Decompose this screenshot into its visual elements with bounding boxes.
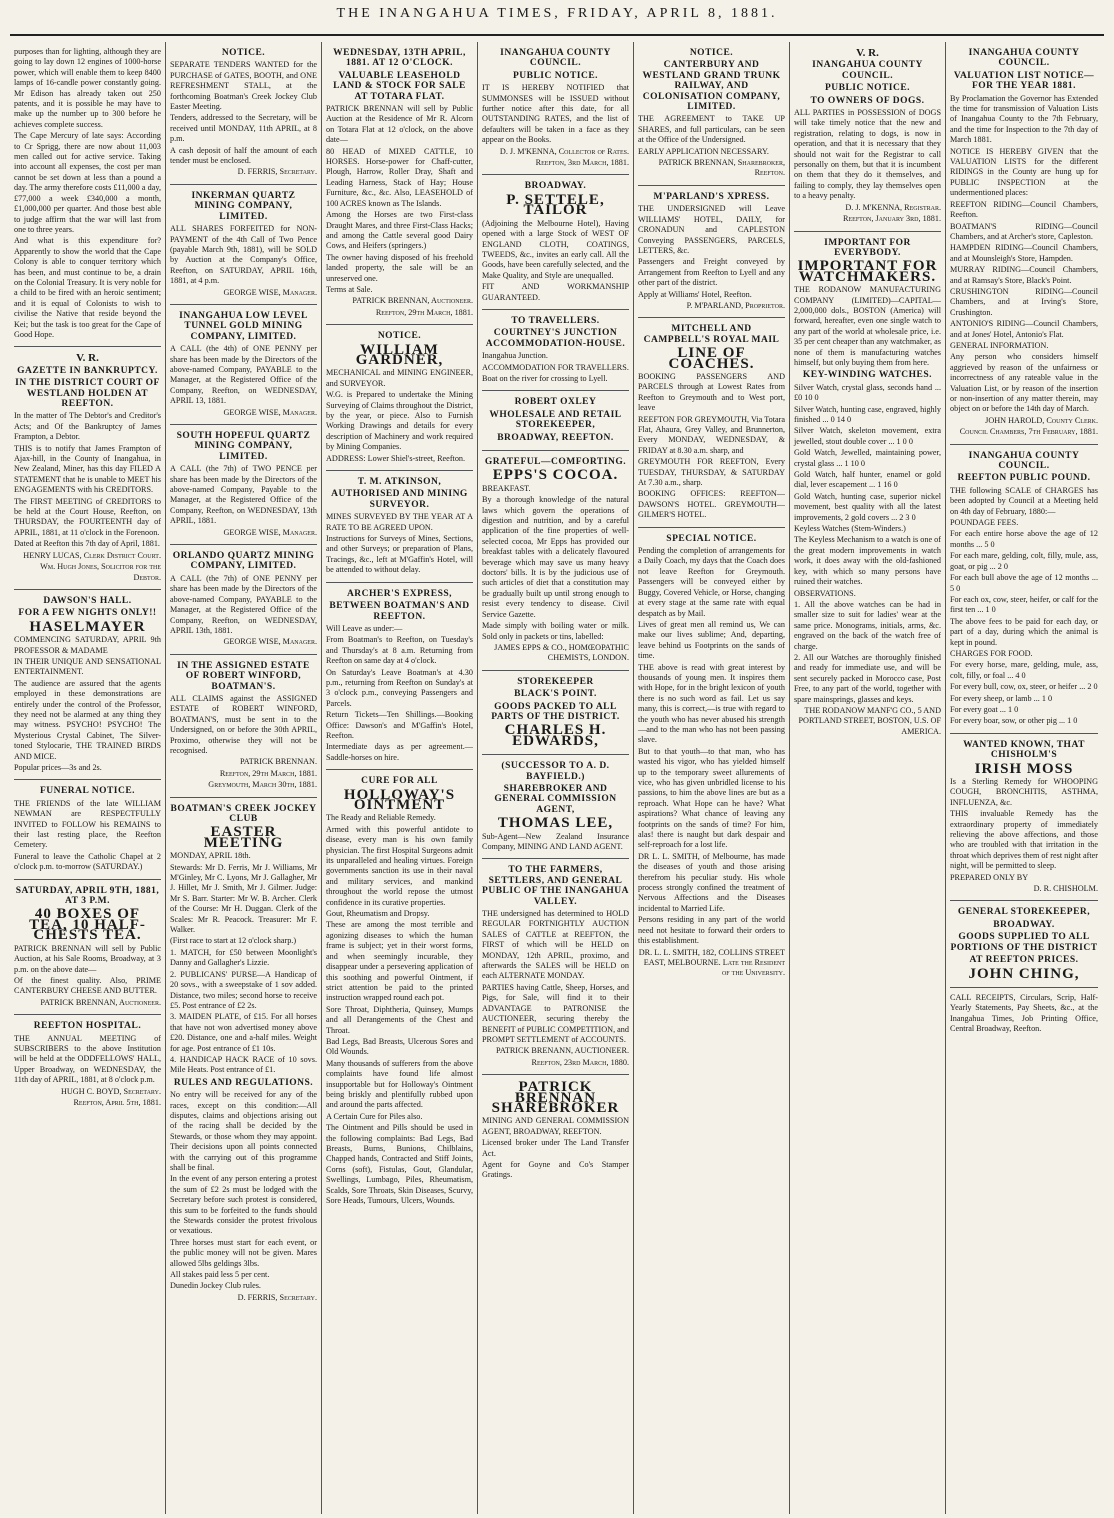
ad-paragraph: The Cape Mercury of late says: According to Cr Sprigg, there are now about 11,003 men called out for active service. Taking into account all expenses, the cost per man cannot be set down at less than a pound a day. The army therefore costs £11,000 a day, £77,000 a week £340,000 a month, £1,000,000 per quarter. And those best able to judge affirm that the war will last from one to three years.	[14, 131, 161, 234]
ad-paragraph: PREPARED ONLY BY	[950, 872, 1029, 882]
ad-headline: CHARLES H. EDWARDS,	[504, 722, 607, 749]
ad-signature: Greymouth, March 30th, 1881.	[208, 780, 317, 790]
ad-headline: P. SETTELE, TAILOR	[506, 191, 605, 219]
ad-heading: ARCHER'S EXPRESS,	[346, 588, 453, 599]
ad-heading: VALUATION LIST NOTICE—FOR THE YEAR 1881.	[953, 70, 1095, 92]
ad-heading: ROBERT OXLEY	[514, 397, 597, 408]
advertisement	[170, 42, 317, 185]
ad-paragraph: ADDRESS: Lower Shiel's-street, Reefton.	[326, 453, 466, 463]
ad-headline: EPPS'S COCOA.	[492, 467, 619, 484]
ad-paragraph: From Boatman's to Reefton, on Tuesday's and Thursday's at 8 a.m. Returning from Reefton on same day at 4 o'clock.	[326, 635, 473, 666]
ad-heading: BLACK'S POINT.	[514, 689, 597, 700]
ad-paragraph: Will Leave as under:—	[326, 623, 403, 633]
ad-signature: Reefton, 23rd March, 1880.	[531, 1057, 629, 1067]
ad-signature: D. R. CHISHOLM.	[1033, 884, 1098, 894]
ad-paragraph: SEPARATE TENDERS WANTED for the PURCHASE of GATES, BOOTH, and ONE REFRESHMENT STALL, at the forthcoming Boatman's Creek Jockey Club Easter Meeting.	[170, 60, 317, 112]
advertisement	[482, 1075, 629, 1187]
ad-headline: HASELMAYER	[29, 618, 146, 635]
ad-headline: 40 BOXES OF TEA, 10 HALF-CHESTS TEA.	[29, 906, 146, 944]
ad-paragraph: 1. MATCH, for £50 between Moonlight's Danny and Gallagher's Lizzie.	[170, 947, 317, 968]
ad-paragraph: BOOKING OFFICES: REEFTON—DAWSON'S HOTEL. GREYMOUTH—GILMER'S HOTEL.	[638, 489, 785, 520]
ad-paragraph: For every horse, mare, gelding, mule, ass, colt, filly, or foal ... 4 0	[950, 660, 1098, 680]
ad-paragraph: EARLY APPLICATION NECESSARY.	[638, 146, 769, 156]
ad-paragraph: The Ready and Reliable Remedy.	[326, 813, 436, 823]
column-5	[634, 42, 790, 1514]
advertisement	[482, 391, 629, 451]
advertisement	[638, 186, 785, 318]
ad-heading: WEDNESDAY, 13TH APRIL, 1881. AT 12 O'CLOCK.	[333, 48, 466, 69]
ad-paragraph: Gold Watch, half hunter, enamel or gold dial, lever escapement ... 1 16 0	[794, 470, 941, 490]
ad-paragraph: OBSERVATIONS.	[794, 588, 856, 598]
ad-paragraph: COMMENCING SATURDAY, APRIL 9th PROFESSOR & MADAME	[14, 635, 161, 655]
ad-paragraph: A CALL (the 7th) of TWO PENCE per share has been made by the Directors of the above-named Company, Payable to the Manager, at the Registered Office of the Company, Reefton, on WEDNESDAY, 13th APRIL, 1881.	[170, 464, 317, 526]
ad-paragraph: MONDAY, APRIL 18th.	[170, 851, 251, 861]
ad-paragraph: But to that youth—to that man, who has wasted his vigor, who has yielded himself up to the temporary sweet allurements of vice, who has given unbridled license to his passions, to him the above lines are but as a reproach. What Hope can he have? What aspirations? What chance of leaving any footprints on the sands of time? For him, alas! there is naught but dark despair and self-reproach for a lost life.	[638, 746, 785, 850]
ad-paragraph: THIS invaluable Remedy has the extraordinary property of immediately relieving the above affections, and those who are troubled with that irritation in the throat which deprives them of rest night after night, will be permitted to sleep.	[950, 809, 1099, 871]
ad-signature: THE RODANOW MANF'G CO., 5 AND PORTLAND STREET, BOSTON, U.S. OF AMERICA.	[798, 705, 941, 736]
ad-paragraph: A cash deposit of half the amount of each tender must be enclosed.	[170, 145, 317, 166]
column-6	[790, 42, 946, 1514]
advertisement	[170, 305, 317, 425]
advertisement	[170, 545, 317, 655]
advertisement	[794, 42, 941, 232]
advertisement	[482, 451, 629, 671]
ad-signature: HUGH C. BOYD, Secretary.	[60, 1086, 161, 1096]
ad-paragraph: All stakes paid less 5 per cent.	[170, 1270, 270, 1280]
ad-paragraph: Instructions for Surveys of Mines, Sections, and other Surveys; or preparation of Plans, Tracings, &c., left at M'Gaffin's Hotel, will be attended to without delay.	[326, 534, 473, 575]
ad-paragraph: ACCOMMODATION FOR TRAVELLERS.	[482, 362, 629, 372]
ad-heading: BETWEEN BOATMAN'S AND REEFTON.	[329, 601, 470, 622]
ad-paragraph: 3. MAIDEN PLATE, of £15. For all horses that have not won advertised money above £20. Distance, one and a-half miles. Weight for age. Post entrance of £1 10s.	[170, 1012, 317, 1053]
ad-heading: WANTED KNOWN, THAT CHISHOLM'S	[963, 739, 1085, 761]
advertisement	[950, 445, 1098, 734]
ad-paragraph: Terms at Sale.	[326, 284, 373, 294]
ad-signature: PATRICK BRENNAN.	[239, 757, 317, 767]
ad-paragraph: BOOKING PASSENGERS AND PARCELS through at Lowest Rates from Reefton to Greymouth and to West port, leave	[638, 371, 785, 413]
ad-paragraph: A CALL (the 4th) of ONE PENNY per share has been made by the Directors of the above-named Company, PAYABLE to the Manager, at the Registered Office of the Company, Reefton, on WEDNESDAY, APRIL 13, 1881.	[170, 344, 317, 406]
ad-paragraph: Persons residing in any part of the world need not hesitate to forward their orders to this establishment.	[638, 915, 785, 946]
ad-paragraph: For each ox, cow, steer, heifer, or calf for the first ten ... 1 0	[950, 594, 1098, 615]
advertisement	[638, 42, 785, 186]
ad-paragraph: Tenders, addressed to the Secretary, will be received until MONDAY, 11th APRIL, at 8 p.m.	[170, 113, 317, 144]
ad-paragraph: MECHANICAL and MINING ENGINEER, and SURVEYOR.	[326, 368, 473, 388]
ad-heading: ORLANDO QUARTZ MINING COMPANY, LIMITED.	[172, 551, 315, 572]
ad-heading: BROADWAY.	[993, 919, 1055, 930]
ad-paragraph: Of the finest quality. Also, PRIME CANTERBURY CHEESE AND BUTTER.	[14, 975, 161, 996]
ad-signature: DR. L. L. SMITH, 182, COLLINS STREET EAST, MELBOURNE. Late the Resident of the University.	[638, 947, 785, 978]
ad-paragraph: Keyless Watches (Stem-Winders.)	[794, 524, 906, 534]
ad-subheading: RULES AND REGULATIONS.	[173, 1077, 314, 1088]
ad-signature: JAMES EPPS & CO., HOMŒOPATHIC CHEMISTS, LONDON.	[494, 642, 629, 663]
ad-paragraph: THE AGREEMENT to TAKE UP SHARES, and full particulars, can be seen at the Office of the Undersigned.	[638, 114, 785, 145]
ad-paragraph: Dated at Reefton this 7th day of April, 1881.	[14, 539, 160, 549]
ad-paragraph: Popular prices—3s and 2s.	[14, 763, 102, 772]
ad-paragraph: Is a Sterling Remedy for WHOOPING COUGH, BRONCHITIS, ASTHMA, INFLUENZA, &c.	[950, 777, 1098, 807]
ad-paragraph: THE FRIENDS of the late WILLIAM NEWMAN are RESPECTFULLY INVITED to FOLLOW his REMAINS to their last resting place, the Reefton Cemetery.	[14, 798, 161, 850]
ad-paragraph: For every goat ... 1 0	[950, 704, 1019, 714]
ad-signature: GEORGE WISE, Manager.	[223, 287, 317, 297]
ad-heading: T. M. ATKINSON,	[357, 477, 442, 488]
column-4	[478, 42, 634, 1514]
ad-paragraph: No entry will be received for any of the races, except on this condition:—All disputes, claims and objections arising out of the racing shall be decided by the Stewards, or those whom they may appoint. Their decisions upon all points connected with the carrying out of this programme shall be final.	[170, 1090, 317, 1172]
ad-paragraph: A Certain Cure for Piles also.	[326, 1111, 423, 1121]
ad-paragraph: The owner having disposed of his freehold landed property, the sale will be an unreserved one.	[326, 252, 473, 283]
ad-paragraph: THE ANNUAL MEETING of SUBSCRIBERS to the above Institution will be held at the ODDFELLOWS' HALL, Upper Broadway, on WEDNESDAY, the 11th day of APRIL, 1881, at 8 o'clock p.m.	[14, 1033, 161, 1085]
ad-heading: CURE FOR ALL	[361, 776, 438, 787]
ad-heading: GENERAL STOREKEEPER,	[957, 907, 1091, 918]
ad-signature: Reefton, 3rd March, 1881.	[535, 158, 629, 168]
ad-heading: IN THE DISTRICT COURT OF WESTLAND HOLDEN AT REEFTON.	[15, 378, 160, 409]
ad-signature: Council Chambers, 7th February, 1881.	[959, 427, 1098, 437]
ad-paragraph: By Proclamation the Governor has Extended the time for transmission of Valuation Lists of Inangahua County to the 7th February, and the time for Inspection to the 7th day of March 1881.	[950, 93, 1098, 145]
ad-heading: REEFTON PUBLIC POUND.	[957, 473, 1091, 484]
ad-heading: GOODS SUPPLIED TO ALL PORTIONS OF THE DISTRICT	[950, 932, 1098, 953]
ad-paragraph: Three horses must start for each event, or the public money will not be given. Mares allowed 5lbs geldings 3lbs.	[170, 1237, 317, 1268]
ad-signature: GEORGE WISE, Manager.	[223, 407, 317, 417]
ad-paragraph: Silver Watch, hunting case, engraved, highly finished ... 0 14 0	[794, 404, 941, 424]
ad-heading: SOUTH HOPEFUL QUARTZ MINING COMPANY, LIMITED.	[176, 431, 311, 462]
ad-paragraph: MURRAY RIDING—Council Chambers, and at Ramsay's Store, Black's Point.	[950, 265, 1098, 285]
ad-paragraph: 2. PUBLICANS' PURSE—A Handicap of 20 sovs., with a sweepstake of 1 sov added. Distance, two miles; second horse to receive £5. Post entrance of £2 2s.	[170, 969, 317, 1010]
ad-heading: SPECIAL NOTICE.	[666, 533, 757, 544]
advertisement	[482, 310, 629, 391]
ad-paragraph: Gold Watch, Jewelled, maintaining power, crystal glass ... 1 10 0	[794, 448, 941, 468]
ad-signature: PATRICK BRENNAN, Sharebroker, Reefton.	[658, 158, 785, 178]
ad-paragraph: THIS is to notify that James Frampton of Ajax-hill, in the County of Inangahua, in New Zealand, Miner, has this day FILED A STATEMENT that he is unable to MEET his ENGAGEMENTS with his CREDITORS.	[14, 443, 161, 495]
ad-paragraph: Bad Legs, Bad Breasts, Ulcerous Sores and Old Wounds.	[326, 1036, 473, 1057]
advertisement	[14, 590, 161, 781]
advertisement	[638, 318, 785, 527]
ad-paragraph: MINES SURVEYED BY THE YEAR AT A RATE TO BE AGREED UPON.	[326, 512, 473, 532]
ad-paragraph: THE UNDERSIGNED will Leave WILLIAMS' HOTEL, DAILY, for CRONADUN and CAPLESTON Conveying PASSENGERS, PARCELS, LETTERS, &c.	[638, 204, 785, 255]
ad-paragraph: CALL RECEIPTS, Circulars, Scrip, Half-Yearly Statements, Pay Sheets, &c., at the Inangahua Times, Job Printing Office, Central Broadway, Reefton.	[950, 992, 1098, 1034]
column-2	[166, 42, 322, 1514]
ad-paragraph: 4. HANDICAP HACK RACE of 10 sovs. Mile Heats. Post entrance of £1.	[170, 1054, 317, 1075]
ad-paragraph: These are among the most terrible and agonizing diseases to which the human frame is subject; yet in their worst forms, and when seemingly incurable, they disappear under a persevering application of this soothing and powerful Ointment, if strict attention be paid to the printed instruction wrapped round each pot.	[326, 920, 473, 1003]
ad-heading: TO THE FARMERS, SETTLERS, AND GENERAL PUBLIC OF THE INANGAHUA VALLEY.	[482, 865, 629, 907]
advertisement	[170, 655, 317, 798]
ad-paragraph: Agent for Goyne and Co's Stamper Gratings.	[482, 1159, 629, 1180]
ad-paragraph: A CALL (the 7th) of ONE PENNY per share has been made by the Directors of the above-named Company, PAYABLE to the Manager, at the Registered Office of the Company, Reefton, on WEDNESDAY, APRIL 13th, 1881.	[170, 573, 317, 635]
ad-paragraph: On Saturday's Leave Boatman's at 4.30 p.m., returning from Reefton on Sunday's at 3 o'clock p.m., conveying Passengers and Parcels.	[326, 667, 473, 708]
ad-paragraph: purposes than for lighting, although they are going to lay down 12 engines of 1000-horse power, which will enable them to keep 8400 lamps of 16-candle power constantly going. Mr Edison has already taken out 250 patents, and it is possible he may have to make up the number up to 300 before he achieves complete success.	[14, 47, 161, 129]
advertisement	[14, 780, 161, 879]
ad-paragraph: ALL PARTIES in POSSESSION of DOGS will take timely notice that the new and registration, relating to dogs, is now in operation, and that it is necessary that they should not wait for the Registrar to call personally on them, but that it is incumbent on them that they do it themselves, and failing to comply, they lay themselves open to a heavy penalty.	[794, 108, 941, 201]
ad-heading: GOODS PACKED TO ALL PARTS OF THE DISTRICT.	[491, 701, 620, 722]
ad-paragraph: PATRICK BRENNAN will sell by Public Auction at the Residence of Mr R. Alcorn on Totara Flat at 12 o'clock, on the above date—	[326, 104, 473, 145]
ad-headline: HOLLOWAY'S OINTMENT	[343, 786, 456, 813]
ad-signature: PATRICK BRENANN, AUCTIONEER.	[496, 1046, 629, 1056]
ad-signature: D. J. M'KENNA, Registrar.	[845, 202, 941, 212]
ad-signature: P. M'PARLAND, Proprietor.	[686, 300, 785, 310]
ad-paragraph: (Adjoining the Melbourne Hotel), Having opened with a large Stock of WEST OF ENGLAND CLOTH, COATINGS, TWEEDS, &c., invites an early call. All the Goods, have been carefully selected, and the Make Quality, and Style are unequalled.	[482, 218, 629, 280]
crest: V. R.	[856, 47, 879, 59]
ad-heading: BROADWAY, REEFTON.	[497, 432, 614, 443]
column-7	[946, 42, 1102, 1514]
ad-paragraph: CHARGES FOR FOOD.	[950, 648, 1033, 658]
ad-headline: IMPORTANT FOR WATCHMAKERS.	[797, 258, 938, 285]
ad-headline: EASTER MEETING	[203, 824, 284, 851]
ad-paragraph: Made simply with boiling water or milk. Sold only in packets or tins, labelled:	[482, 621, 629, 641]
ad-headline: LINE OF COACHES.	[668, 345, 755, 372]
advertisement	[170, 425, 317, 545]
ad-paragraph: REEFTON RIDING—Council Chambers, Reefton.	[950, 199, 1098, 220]
ad-paragraph: Passengers and Freight conveyed by Arrangement from Reefton to Lyell and any other part of the district.	[638, 257, 785, 288]
ad-headline: PATRICK BRENNAN SHAREBROKER	[491, 1079, 620, 1116]
ad-signature: D. J. M'KENNA, Collector of Rates.	[499, 146, 629, 156]
ad-paragraph: GREYMOUTH FOR REEFTON, Every TUESDAY, THURSDAY, & SATURDAY At 7.30 a.m., sharp.	[638, 457, 785, 488]
ad-paragraph: THE above is read with great interest by thousands of young men. It inspires them with Hope, for in the bright lexicon of youth there is no such word as fail. Let us say many, this is correct,—is true with regard to the youth who has never abused his strength—and to the man who has not been passing slave.	[638, 662, 785, 745]
ad-paragraph: CRUSHINGTON RIDING—Council Chambers, and at Irving's Store, Crushington.	[950, 286, 1098, 317]
ad-heading: INANGAHUA COUNTY COUNCIL.	[812, 60, 923, 81]
ad-paragraph: Stewards: Mr D. Ferris, Mr J. Williams, Mr M'Ginley, Mr C. Lyons, Mr J. Gallagher, Mr J. Hillet, Mr J. Smith, Mr J. Gilmer. Judge: Mr S. Barr. Starter: Mr W. B. Archer. Clerk of the Course: Mr H. Duggan. Clerk of the Scales: Mr R. Peacock. Treasurer: Mr F. Walker.	[170, 862, 317, 935]
ad-signature: HENRY LUCAS, Clerk District Court.	[23, 550, 161, 560]
ad-signature: Reefton, April 5th, 1881.	[73, 1097, 161, 1107]
ad-heading: STOREKEEPER	[517, 676, 594, 687]
ad-paragraph: PARTIES having Cattle, Sheep, Horses, and Pigs, for Sale, will find it to their ADVANTAGE to PATRONISE the AUCTIONEER, securing thereby the BENEFIT of PUBLIC COMPETITION, and PROMPT SETTLEMENT of ACCOUNTS.	[482, 982, 629, 1044]
ad-heading: INKERMAN QUARTZ MINING COMPANY, LIMITED.	[191, 190, 296, 222]
ad-signature: D. FERRIS, Secretary.	[237, 167, 317, 177]
ad-heading: GRATEFUL—COMFORTING.	[484, 457, 627, 467]
ad-paragraph: ALL CLAIMS against the ASSIGNED ESTATE of ROBERT WINFORD, BOATMAN'S, must be sent in to the Undersigned, on or before the 30th APRIL, Proximo, otherwise they will not be recognised.	[170, 693, 317, 755]
ad-heading: FUNERAL NOTICE.	[39, 786, 136, 797]
ad-paragraph: Gold Watch, hunting case, superior nickel movement, best quality with all the latest improvements, 2 gold covers ... 2 3 0	[794, 491, 941, 522]
ad-paragraph: Sub-Agent—New Zealand Insurance Company, MINING AND LAND AGENT.	[482, 831, 629, 851]
column-1	[10, 42, 166, 1514]
ad-signature: GEORGE WISE, Manager.	[223, 527, 317, 537]
ad-paragraph: Inangahua Junction.	[482, 351, 548, 361]
ad-paragraph: Boat on the river for crossing to Lyell.	[482, 373, 608, 383]
ad-headline: THOMAS LEE,	[497, 815, 614, 832]
ad-paragraph: W.G. is Prepared to undertake the Mining Surveying of Claims throughout the District, by the year, or piece. Also to Furnish Working Drawings and details for every description of Machinery and work required by Mining Companies.	[326, 390, 473, 452]
ad-paragraph: PATRICK BRENNAN will sell by Public Auction, at his Sale Rooms, Broadway, at 3 p.m. on the above date—	[14, 943, 161, 974]
ad-paragraph: Licensed broker under The Land Transfer Act.	[482, 1138, 629, 1158]
ad-paragraph: The audience are assured that the agents employed in these demonstrations are entirely under the control of the Professor, they need not be alarmed at any thing they may witness. PSYCHO! PSYCHO! The Mysterious Crystal Cabinet, The Silver-toned Stylocarie, THE TRAINED BIRDS AND MICE.	[14, 678, 161, 761]
ad-heading: SATURDAY, APRIL 9TH, 1881, AT 3 P.M.	[15, 885, 160, 907]
ad-heading: INANGAHUA COUNTY COUNCIL.	[968, 48, 1080, 69]
advertisement	[326, 583, 473, 771]
ad-paragraph: Intermediate days as per agreement.—Saddle-horses on hire.	[326, 742, 473, 762]
ad-paragraph: 1. All the above watches can be had in smaller size to suit for ladies' wear at the same price. Monograms, initials, arms, &c. engraved on the back of the watch free of charge.	[794, 599, 941, 651]
advertisement	[950, 901, 1098, 987]
ad-heading: INANGAHUA COUNTY COUNCIL.	[968, 450, 1080, 472]
ad-paragraph: Armed with this powerful antidote to disease, every man is his own family physician. The first Hospital Surgeons admit its unparalleled and healing virtues. Foreign governments sanction its use in their naval and military services, and mankind throughout the world repose the utmost confidence in its curative properties.	[326, 824, 473, 907]
ad-heading: BROADWAY.	[524, 181, 587, 192]
advertisement	[950, 734, 1098, 902]
advertisement	[326, 325, 473, 471]
ad-paragraph: Sore Throat, Diphtheria, Quinsey, Mumps and all Derangements of the Chest and Throat.	[326, 1004, 473, 1035]
ad-paragraph: THE following SCALE of CHARGES has been adopted by Council at a Meeting held on 4th day of February, 1880:—	[950, 485, 1098, 516]
advertisement	[950, 988, 1098, 1041]
ad-paragraph: Silver Watch, skeleton movement, extra jewelled, stout double cover ... 1 0 0	[794, 426, 941, 446]
ad-paragraph: For each bull above the age of 12 months ... 5 0	[950, 573, 1098, 593]
advertisement	[482, 859, 629, 1075]
ad-heading: DAWSON'S HALL.	[43, 595, 132, 606]
advertisement	[326, 770, 473, 1212]
ad-paragraph: Any person who considers himself aggrieved by reason of the unfairness or incorrectness of any rateable value in the Valuation List, or by reason of the insertion or non-insertion of any matter therein, may object on or before the 14th day of March.	[950, 352, 1098, 414]
ad-paragraph: Gout, Rheumatism and Dropsy.	[326, 909, 430, 919]
ad-heading: INANGAHUA COUNTY COUNCIL.	[500, 48, 611, 69]
ad-heading: TO TRAVELLERS.	[511, 315, 600, 326]
ad-paragraph: (First race to start at 12 o'clock sharp.)	[170, 936, 297, 946]
ad-paragraph: Return Tickets—Ten Shillings.—Booking Office: Dawson's and M'Gaffin's Hotel, Reefton.	[326, 710, 473, 740]
ad-paragraph: 2. All our Watches are thoroughly finished and ready for immediate use, and will be sent securely packed in Morocco case, Post Free, to any part of the world, together with spare mainsprings, glasses and keys.	[794, 652, 941, 704]
ad-paragraph: The above fees to be paid for each day, or part of a day, during which the animal is kept in pound.	[950, 616, 1098, 647]
ad-heading: WHOLESALE AND RETAIL STOREKEEPER,	[489, 409, 622, 431]
ad-signature: PATRICK BRENNAN, Auctioneer.	[352, 296, 473, 306]
ad-paragraph: REEFTON FOR GREYMOUTH, Via Totara Flat, Ahaura, Grey Valley, and Brunnerton, Every MONDAY, WEDNESDAY, & FRIDAY at 8.30 a.m. sharp, and	[638, 414, 785, 455]
ad-headline: JOHN CHING,	[968, 965, 1080, 982]
ad-paragraph: GENERAL INFORMATION.	[950, 340, 1049, 350]
ad-heading: NOTICE.	[221, 48, 266, 58]
advertisement	[170, 798, 317, 1310]
ad-paragraph: THE RODANOW MANUFACTURING COMPANY (LIMITED)—CAPITAL—2,000,000 dols., BOSTON (America) will forward, hereafter, even one single watch to any part of the world at wholesale price, i.e. 35 per cent cheaper than any watchmaker, as none of them is manufacturing watches himself, but only buying them from here.	[794, 285, 941, 367]
ad-paragraph: Lives of great men all remind us, We can make our lives sublime; And, departing, leave behind us Footprints on the sands of time.	[638, 619, 785, 661]
ad-paragraph: Many thousands of sufferers from the above complaints have found life almost insupportable but for Holloway's Ointment being briskly and plentifully rubbed upon and around the parts affected.	[326, 1058, 473, 1110]
ad-paragraph: THE undersigned has determined to HOLD REGULAR FORTNIGHTLY AUCTION SALES of CATTLE at REEFTON, the FIRST of which will be HELD on MONDAY, 12th APRIL, proximo, and afterwards the SALES will be HELD on each ALTERNATE MONDAY.	[482, 909, 629, 981]
advertisement	[14, 42, 161, 347]
ad-heading: INANGAHUA LOW LEVEL TUNNEL GOLD MINING COMPANY, LIMITED.	[179, 310, 308, 342]
ad-paragraph: BREAKFAST.	[482, 483, 531, 493]
ad-signature: GEORGE WISE, Manager.	[223, 637, 317, 647]
ad-heading: COURTNEY'S JUNCTION ACCOMMODATION-HOUSE.	[485, 328, 626, 349]
ad-heading: CANTERBURY AND WESTLAND GRAND TRUNK RAILWAY, AND COLONISATION COMPANY, LIMITED.	[642, 60, 781, 113]
ad-paragraph: BOATMAN'S RIDING—Council Chambers, and at Archer's store, Capleston.	[950, 221, 1098, 241]
ad-heading: PUBLIC NOTICE.	[824, 83, 911, 94]
advertisement	[950, 42, 1098, 445]
ad-heading: IMPORTANT FOR EVERYBODY.	[824, 237, 911, 258]
advertisement	[14, 1015, 161, 1114]
ad-paragraph: For each entire horse above the age of 12 months ... 5 0	[950, 529, 1098, 549]
advertisement	[482, 755, 629, 859]
ad-headline: WILLIAM GARDNER,	[355, 341, 444, 368]
advertisement	[482, 175, 629, 309]
advertisement	[482, 671, 629, 755]
advertisement	[326, 471, 473, 583]
ad-paragraph: FIT AND WORKMANSHIP GUARANTEED.	[482, 282, 629, 302]
advertisement	[326, 42, 473, 325]
ad-signature: JOHN HAROLD, County Clerk.	[985, 415, 1098, 425]
ad-paragraph: In the event of any person entering a protest the sum of £2 2s must be lodged with the Secretary before such protest is considered, this sum to be forfeited to the funds should the Stewards consider the protest frivolous or vexatious.	[170, 1174, 317, 1236]
ad-heading: VALUABLE LEASEHOLD LAND & STOCK FOR SALE AT TOTARA FLAT.	[333, 70, 466, 102]
advertisement	[170, 185, 317, 305]
ad-paragraph: In the matter of The Debtor's and Creditor's Acts; and Of the Bankruptcy of James Frampton, a Debtor.	[14, 411, 161, 442]
ad-signature: PATRICK BRENNAN, Auctioneer.	[40, 997, 161, 1007]
ad-paragraph: MINING AND GENERAL COMMISSION AGENT, BROADWAY, REEFTON.	[482, 1116, 629, 1136]
ad-paragraph: And what is this expenditure for? Apparently to show the world that the Cape Colony is able to conquer territory which has been, and must continue to be, a drain on the Colonial Treasury. It is very noble for a child to be fired with an heroic sentiment; and it is equal of Colonists to wish to civilise the Native that reside beyond the Kei; but the task is too great for the Cape of Good Hope.	[14, 236, 161, 339]
ad-heading: TO OWNERS OF DOGS.	[810, 95, 925, 106]
ad-heading: IN THE ASSIGNED ESTATE OF ROBERT WINFORD, BOATMAN'S.	[177, 660, 310, 692]
ad-paragraph: IN THEIR UNIQUE AND SENSATIONAL ENTERTAINMENT.	[14, 656, 161, 677]
ad-paragraph: 80 HEAD of MIXED CATTLE, 10 HORSES. Horse-power for Chaff-cutter, Plough, Harrow, Roller Dray, Shaft and Leading Harness, Stack of Hay; House Furniture, &c., &c. Also, LEASEHOLD of 100 ACRES known as The Islands.	[326, 146, 473, 208]
ad-headline: IRISH MOSS	[974, 760, 1074, 777]
ad-heading: PUBLIC NOTICE.	[512, 70, 599, 81]
ad-paragraph: Silver Watch, crystal glass, seconds hand ... £0 10 0	[794, 382, 941, 403]
ad-signature: Reefton, 29th March, 1881.	[375, 307, 473, 317]
ad-subheading: KEY-WINDING WATCHES.	[802, 370, 933, 381]
advertisement	[482, 42, 629, 175]
ad-paragraph: ALL SHARES FORFEITED for NON-PAYMENT of the 4th Call of Two Pence (payable March 9th, 1881), will be SOLD by Auction at the Company's Office, Reefton, on SATURDAY, APRIL 16th, 1881, at 4 p.m.	[170, 224, 317, 286]
ad-heading: AT REEFTON PRICES.	[969, 955, 1079, 966]
ad-paragraph: Funeral to leave the Catholic Chapel at 2 o'clock p.m. to-morrow (SATURDAY.)	[14, 851, 161, 872]
ad-heading: MITCHELL AND CAMPBELL'S ROYAL MAIL	[643, 324, 780, 345]
ad-paragraph: HAMPDEN RIDING—Council Chambers, and at Mounsleigh's Store, Hampden.	[950, 243, 1098, 263]
ad-paragraph: DR L. L. SMITH, of Melbourne, has made the diseases of youth and those arising therefrom his peculiar study. His whole process strongly confined the treatment of Nervous Affections and the Diseases incidental to Married Life.	[638, 851, 785, 913]
ad-heading: FOR A FEW NIGHTS ONLY!!	[18, 608, 157, 619]
ad-heading: SHAREBROKER AND GENERAL COMMISSION AGENT,	[494, 783, 617, 815]
ad-signature: Wm. Hugh Jones, Solicitor for the Debtor.	[40, 562, 161, 582]
ad-paragraph: The FIRST MEETING of CREDITORS to be held at the Court House, Reefton, on THURSDAY, the FOURTEENTH day of APRIL, 1881, at 11 o'clock in the Forenoon.	[14, 496, 161, 537]
ad-heading: REEFTON HOSPITAL.	[33, 1021, 142, 1032]
ad-heading: NOTICE.	[689, 48, 734, 58]
ad-heading: NOTICE.	[377, 331, 422, 342]
ad-paragraph: For each mare, gelding, colt, filly, mule, ass, goat, or pig ... 2 0	[950, 551, 1098, 571]
ad-paragraph: The Ointment and Pills should be used in the following complaints: Bad Legs, Bad Breasts, Burns, Bunions, Chilblains, Chapped hands, Contracted and Stiff Joints, Corns (soft), Fistulas, Gout, Glandular, Swellings, Lumbago, Piles, Rheumatism, Scalds, Sore Throats, Skin Diseases, Scurvy, Sore Heads, Tumours, Ulcers, Wounds.	[326, 1123, 473, 1206]
advertisement	[14, 880, 161, 1015]
ad-paragraph: Apply at Williams' Hotel, Reefton.	[638, 289, 752, 299]
column-3	[322, 42, 478, 1514]
crest: V. R.	[76, 352, 99, 365]
ad-paragraph: POUNDAGE FEES.	[950, 518, 1019, 528]
ad-paragraph: IT IS HEREBY NOTIFIED that SUMMONSES will be ISSUED without further notice after this date, for all OUTSTANDING RATES, and the list of defaulters will be taken in a face as they appear on the Books.	[482, 83, 629, 145]
ad-paragraph: ANTONIO'S RIDING—Council Chambers, and at Jones' Hotel, Antonio's Flat.	[950, 319, 1098, 339]
ad-paragraph: NOTICE IS HEREBY GIVEN that the VALUATION LISTS for the different RIDINGS in the County are hung up for PUBLIC INSPECTION at the undermentioned places:	[950, 146, 1098, 198]
ad-heading: GAZETTE IN BANKRUPTCY.	[17, 365, 158, 376]
ad-paragraph: By a thorough knowledge of the natural laws which govern the operations of digestion and nutrition, and by a careful application of the fine properties of well-selected cocoa, Mr Epps has provided our breakfast tables with a delicately flavoured beverage which may save us many heavy doctors' bills. It is by the judicious use of such articles of diet that a constitution may be gradually built up until strong enough to resist every tendency to disease. Civil Service Gazette.	[482, 495, 629, 619]
ad-signature: Reefton, January 3rd, 1881.	[843, 214, 941, 224]
ad-heading: BOATMAN'S CREEK JOCKEY CLUB	[170, 803, 317, 824]
advertisement	[638, 528, 785, 985]
ad-paragraph: For every bull, cow, ox, steer, or heifer ... 2 0	[950, 682, 1098, 692]
advertisement	[14, 347, 161, 590]
ad-heading: (SUCCESSOR TO A. D. BAYFIELD.)	[501, 761, 610, 782]
ad-paragraph: For every boar, sow, or other pig ... 1 0	[950, 716, 1078, 726]
advertisement	[794, 232, 941, 744]
ad-heading: M'PARLAND'S XPRESS.	[653, 191, 770, 202]
ad-signature: Reefton, 29th March, 1881.	[219, 768, 317, 778]
ad-signature: D. FERRIS, Secretary.	[237, 1292, 317, 1302]
masthead: THE INANGAHUA TIMES, FRIDAY, APRIL 8, 1881.	[10, 6, 1104, 36]
ad-paragraph: The Keyless Mechanism to a watch is one of the great modern improvements in watch work, it does away with the old-fashioned key, with which so many persons have ruined their watches.	[794, 535, 941, 587]
ad-paragraph: Among the Horses are two First-class Draught Mares, and three First-Class Hacks; and among the Cattle several good Dairy Cows, and Heifers (springers.)	[326, 210, 473, 251]
ad-paragraph: Dunedin Jockey Club rules.	[170, 1281, 261, 1291]
ad-paragraph: For every sheep, or lamb ... 1 0	[950, 693, 1053, 703]
ad-paragraph: Pending the completion of arrangements for a Daily Coach, my days that the Coach does not leave Reefton for Greymouth. Passengers will be conveyed either by Buggy, Covered Vehicle, or Horse, changing at every stage at the same rate with equal despatch as by Mail.	[638, 546, 785, 618]
columns	[10, 42, 1104, 1514]
ad-heading: AUTHORISED AND MINING SURVEYOR.	[331, 489, 468, 510]
